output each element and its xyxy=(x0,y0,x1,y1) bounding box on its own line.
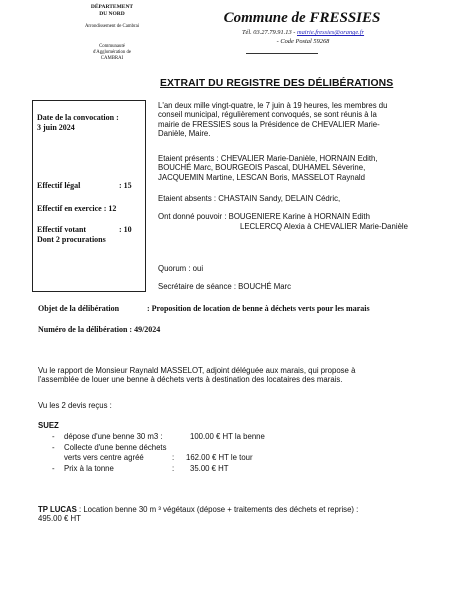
arrondissement: Arrondissement de Cambrai xyxy=(84,24,140,29)
bullet-dash: - xyxy=(52,443,55,452)
effectif-legal-value: : 15 xyxy=(119,181,132,190)
suez-tonne-colon: : xyxy=(172,464,175,473)
pouvoir-line-2: LECLERCQ Alexia à CHEVALIER Marie-Danièle xyxy=(240,222,408,231)
secretaire-seance: Secrétaire de séance : BOUCHÉ Marc xyxy=(158,282,292,291)
presents-list xyxy=(158,154,428,182)
session-intro xyxy=(158,101,428,139)
suez-depose-value: 100.00 € HT la benne xyxy=(190,432,265,441)
presents-line-1: Etaient présents : CHEVALIER Marie-Danièle, HORNAIN Edith, xyxy=(158,154,378,163)
intro-line-1: L'an deux mille vingt-quatre, le 7 juin à 19 heures, les membres du xyxy=(158,101,388,110)
bullet-dash: - xyxy=(52,464,55,473)
quorum: Quorum : oui xyxy=(158,264,204,273)
tplucas-line-1 xyxy=(38,505,438,514)
vu-rapport-line-1: Vu le rapport de Monsieur Raynald MASSELOT, adjoint déléguée aux marais, qui propose à xyxy=(38,366,356,375)
absents-list: Etaient absents : CHASTAIN Sandy, DELAIN Cédric, xyxy=(158,194,341,203)
vu-rapport-line-2: l'assemblée de louer une benne à déchets verts à destination des locataires des marais. xyxy=(38,375,343,385)
communaute-agglomeration xyxy=(66,44,158,62)
effectif-legal-label: Effectif légal xyxy=(37,181,81,190)
devis-intro: Vu les 2 devis reçus : xyxy=(38,401,112,410)
effectif-exercice: Effectif en exercice : 12 xyxy=(37,204,117,213)
suez-centre-value: 162.00 € HT le tour xyxy=(186,453,253,462)
page-title: EXTRAIT DU REGISTRE DES DÉLIBÉRATIONS xyxy=(160,78,394,89)
intro-line-4: Danièle, Maire. xyxy=(158,129,211,139)
contact-line xyxy=(186,29,420,36)
effectif-votant-label: Effectif votant xyxy=(37,225,87,234)
suez-tonne-label: Prix à la tonne xyxy=(64,464,114,473)
convocation-label: Date de la convocation : xyxy=(37,113,119,122)
intro-line-2: conseil municipal, régulièrement convoqués, se sont réunis à la xyxy=(158,110,377,120)
suez-tonne-value: 35.00 € HT xyxy=(190,464,229,473)
objet-text: : Proposition de location de benne à déchets verts pour les marais xyxy=(147,304,370,313)
communaute-line-2: d'Agglomération de xyxy=(92,50,132,55)
communaute-line-3: CAMBRAI xyxy=(100,56,124,61)
vu-rapport xyxy=(38,366,438,385)
commune-title: Commune de FRESSIES xyxy=(223,10,381,26)
telephone: Tél. 03.27.79.91.13 xyxy=(241,29,292,36)
tplucas-price: 495.00 € HT xyxy=(38,514,81,524)
suez-centre-label: verts vers centre agréé xyxy=(64,453,144,462)
tplucas-text: : Location benne 30 m ³ végétaux (dépose + traitements des déchets et reprise) : xyxy=(76,505,359,514)
suez-heading: SUEZ xyxy=(38,421,59,430)
convocation-box xyxy=(32,100,146,292)
email-link[interactable]: mairie.fressies@orange.fr xyxy=(296,29,365,36)
convocation-date: 3 juin 2024 xyxy=(37,123,75,132)
deliberation-number: Numéro de la délibération : 49/2024 xyxy=(38,325,161,334)
bullet-dash: - xyxy=(52,432,55,441)
intro-line-3: mairie de FRESSIES sous la Présidence de CHEVALIER Marie- xyxy=(158,119,380,129)
suez-depose-label: dépose d'une benne 30 m3 : xyxy=(64,432,163,441)
suez-centre-colon: : xyxy=(172,453,175,462)
objet-label: Objet de la délibération xyxy=(38,304,120,313)
tplucas-offer xyxy=(38,505,438,524)
procurations: Dont 2 procurations xyxy=(37,235,106,244)
effectif-votant-value: : 10 xyxy=(119,225,132,234)
suez-collecte-label: Collecte d'une benne déchets xyxy=(64,443,167,452)
pouvoir-line-1: Ont donné pouvoir : BOUGENIERE Karine à HORNAIN Edith xyxy=(158,212,370,221)
department-line-1: DÉPARTEMENT xyxy=(90,4,134,10)
presents-line-2: BOUCHÉ Marc, BOURGEOIS Pascal, DUHAMEL Séverine, xyxy=(158,163,366,173)
presents-line-3: JACQUEMIN Martine, LESCAN Boris, MASSELOT Raynald xyxy=(158,172,365,182)
header-divider xyxy=(246,53,318,54)
contact-separator: - xyxy=(291,29,297,36)
postal-code: - Code Postal 59268 xyxy=(276,38,330,45)
department-header xyxy=(72,4,152,17)
communaute-line-1: Communauté xyxy=(99,44,125,49)
tplucas-heading: TP LUCAS xyxy=(38,505,77,514)
department-line-2: DU NORD xyxy=(99,10,125,17)
